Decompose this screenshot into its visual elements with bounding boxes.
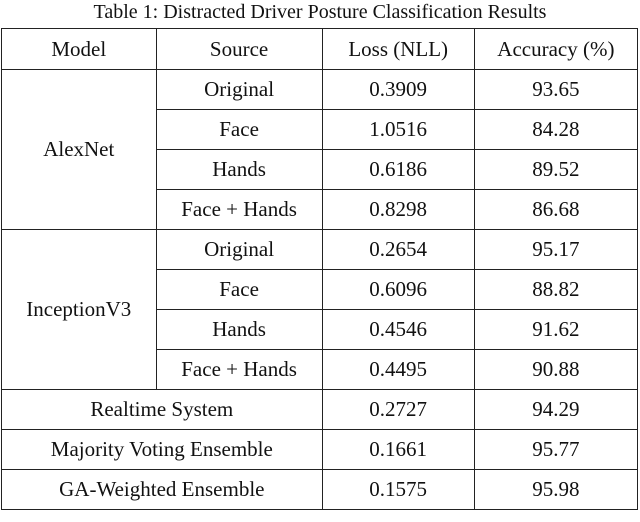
table-row-ga-weighted xyxy=(2,470,638,510)
table-row xyxy=(2,70,638,110)
table-row-majority-voting xyxy=(2,430,638,470)
accuracy-cell: 89.52 xyxy=(474,150,637,190)
source-cell: Hands xyxy=(156,310,322,350)
source-cell: Face xyxy=(156,110,322,150)
summary-label-cell: GA-Weighted Ensemble xyxy=(2,470,323,510)
model-cell-alexnet: AlexNet xyxy=(2,70,157,230)
header-model: Model xyxy=(2,29,157,70)
table-row xyxy=(2,230,638,270)
accuracy-cell: 94.29 xyxy=(474,390,637,430)
model-cell-inceptionv3: InceptionV3 xyxy=(2,230,157,390)
table-row-realtime xyxy=(2,390,638,430)
accuracy-cell: 91.62 xyxy=(474,310,637,350)
accuracy-cell: 88.82 xyxy=(474,270,637,310)
loss-cell: 0.3909 xyxy=(322,70,474,110)
source-cell: Face + Hands xyxy=(156,190,322,230)
loss-cell: 0.4495 xyxy=(322,350,474,390)
accuracy-cell: 95.77 xyxy=(474,430,637,470)
header-source: Source xyxy=(156,29,322,70)
source-cell: Original xyxy=(156,70,322,110)
loss-cell: 0.1661 xyxy=(322,430,474,470)
results-table xyxy=(1,28,638,510)
accuracy-cell: 90.88 xyxy=(474,350,637,390)
source-cell: Face xyxy=(156,270,322,310)
loss-cell: 0.4546 xyxy=(322,310,474,350)
loss-cell: 0.6186 xyxy=(322,150,474,190)
summary-label-cell: Majority Voting Ensemble xyxy=(2,430,323,470)
loss-cell: 0.6096 xyxy=(322,270,474,310)
summary-label-cell: Realtime System xyxy=(2,390,323,430)
header-accuracy: Accuracy (%) xyxy=(474,29,637,70)
source-cell: Face + Hands xyxy=(156,350,322,390)
loss-cell: 0.1575 xyxy=(322,470,474,510)
loss-cell: 0.2727 xyxy=(322,390,474,430)
header-row xyxy=(2,29,638,70)
accuracy-cell: 95.17 xyxy=(474,230,637,270)
source-cell: Original xyxy=(156,230,322,270)
accuracy-cell: 86.68 xyxy=(474,190,637,230)
loss-cell: 0.2654 xyxy=(322,230,474,270)
accuracy-cell: 93.65 xyxy=(474,70,637,110)
table-caption: Table 1: Distracted Driver Posture Classification Results xyxy=(93,1,547,23)
accuracy-cell: 84.28 xyxy=(474,110,637,150)
source-cell: Hands xyxy=(156,150,322,190)
loss-cell: 1.0516 xyxy=(322,110,474,150)
header-loss: Loss (NLL) xyxy=(322,29,474,70)
accuracy-cell: 95.98 xyxy=(474,470,637,510)
loss-cell: 0.8298 xyxy=(322,190,474,230)
